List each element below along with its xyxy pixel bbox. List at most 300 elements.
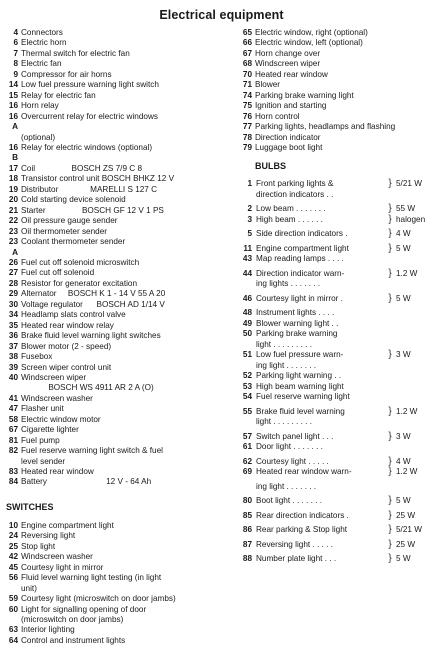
item-label: Fluid level warning light testing (in light — [21, 573, 162, 583]
item-label: Cold starting device solenoid — [21, 195, 126, 205]
item-number: 47 — [8, 404, 18, 414]
list-item — [4, 404, 230, 414]
list-item — [4, 457, 230, 467]
item-label: Engine compartment light — [21, 520, 114, 530]
item-number: 39 — [8, 362, 18, 372]
bulb-number: 44 — [242, 268, 252, 278]
item-label: Compressor for air horns — [21, 69, 112, 79]
bulb-row — [238, 417, 440, 428]
brace-icon — [384, 190, 396, 201]
bulb-number: 43 — [242, 254, 252, 264]
brace-icon: } — [388, 538, 392, 550]
item-label: Direction indicator — [255, 132, 321, 142]
item-number: 82 — [8, 446, 18, 456]
bulb-label: Instrument lights . . . . — [256, 308, 335, 318]
item-number: 16 A — [8, 111, 18, 132]
item-label: Windscreen washer — [21, 552, 93, 562]
bulb-label: Courtesy light in mirror . — [256, 293, 343, 303]
item-number: 63 — [8, 625, 18, 635]
item-label: Low fuel pressure warning light switch — [21, 80, 159, 90]
brace-icon — [384, 442, 396, 453]
item-number: 66 — [242, 38, 252, 48]
bulb-row — [238, 229, 440, 240]
item-label: Headlamp slats control valve — [21, 310, 126, 320]
item-label: Fuel cut off solenoid — [21, 268, 95, 278]
item-label: Fuel cut off solenoid microswitch — [21, 257, 140, 267]
switch-item — [4, 584, 230, 594]
item-number: 36 — [8, 331, 18, 341]
list-item — [4, 70, 230, 80]
brace-icon — [384, 254, 396, 265]
item-label: Electric horn — [21, 38, 67, 48]
bulb-row — [238, 467, 440, 478]
list-item — [4, 59, 230, 69]
bulb-label: Blower warning light . . — [256, 318, 339, 328]
bulb-row — [238, 294, 440, 305]
bulb-wattage — [396, 308, 440, 319]
item-label: Battery 12 V - 64 Ah — [21, 477, 152, 487]
item-number: 40 — [8, 372, 18, 382]
item-number: 84 — [8, 477, 18, 487]
item-number: 27 — [8, 268, 18, 278]
bulb-wattage: 4 W — [396, 456, 411, 466]
item-label: Reversing light — [21, 531, 76, 541]
list-item — [4, 216, 230, 226]
bulb-label: light . . . . . . . . . — [256, 339, 312, 349]
item-label: Transistor control unit BOSCH BHKZ 12 V — [21, 174, 175, 184]
brace-icon — [384, 482, 396, 493]
switch-item — [4, 636, 230, 646]
bulb-row — [238, 457, 440, 468]
list-item — [4, 206, 230, 216]
bulb-label: Heated rear window warn- — [256, 467, 352, 477]
bulb-label: Low fuel pressure warn- — [256, 350, 344, 360]
list-item — [4, 352, 230, 362]
bulb-label: Low beam . . . . . . . — [256, 204, 326, 214]
bulb-wattage — [396, 319, 440, 330]
bulb-number: 53 — [242, 381, 252, 391]
switch-item — [4, 615, 230, 625]
bulb-row — [238, 432, 440, 443]
item-label: BOSCH WS 4911 AR 2 A (O) — [21, 383, 154, 393]
list-item — [4, 425, 230, 435]
list-item — [4, 467, 230, 477]
item-number: 10 — [8, 520, 18, 530]
bulb-wattage: 25 W — [396, 510, 416, 520]
item-label: Horn control — [255, 111, 300, 121]
page-title: Electrical equipment — [159, 8, 284, 22]
bulb-label: Engine compartment light — [256, 243, 349, 253]
item-label: Electric fan — [21, 59, 62, 69]
brace-icon: } — [388, 267, 392, 279]
item-number: 20 — [8, 195, 18, 205]
list-item — [4, 446, 230, 456]
bulb-label: Brake fluid level warning — [256, 406, 345, 416]
item-label: Alternator BOSCH K 1 - 14 V 55 A 20 — [21, 289, 166, 299]
brace-icon: } — [388, 455, 392, 467]
bulb-wattage — [396, 340, 440, 351]
item-number: 26 — [8, 257, 18, 267]
bulb-wattage — [396, 329, 440, 340]
left-column — [4, 28, 230, 646]
brace-icon — [384, 279, 396, 290]
equipment-list — [4, 28, 230, 488]
bulb-wattage: 1.2 W — [396, 406, 418, 416]
bulb-row — [238, 329, 440, 340]
bulb-label: Direction indicator warn- — [256, 268, 345, 278]
list-item — [4, 80, 230, 90]
list-item — [4, 133, 230, 143]
item-number: 24 — [8, 531, 18, 541]
bulb-row — [238, 371, 440, 382]
bulb-number: 61 — [242, 442, 252, 452]
brace-icon: } — [388, 405, 392, 417]
right-column — [238, 28, 440, 565]
list-item — [4, 258, 230, 268]
brace-icon — [384, 371, 396, 382]
item-number: 79 — [242, 142, 252, 152]
brace-icon: } — [388, 495, 392, 507]
bulb-label: Front parking lights & — [256, 179, 334, 189]
list-item — [4, 91, 230, 101]
bulb-label: Side direction indicators . — [256, 229, 348, 239]
bulb-wattage: halogen — [396, 214, 426, 224]
bulb-label: Parking brake warning — [256, 329, 338, 339]
list-item — [4, 373, 230, 383]
item-number: 71 — [242, 80, 252, 90]
switch-item — [4, 605, 230, 615]
item-number: 77 — [242, 122, 252, 132]
bulb-wattage: 3 W — [396, 431, 411, 441]
bulb-number: 87 — [242, 539, 252, 549]
item-label: Parking brake warning light — [255, 90, 354, 100]
bulb-number: 50 — [242, 329, 252, 339]
item-number: 37 — [8, 341, 18, 351]
list-item — [4, 300, 230, 310]
item-number: 81 — [8, 435, 18, 445]
list-item — [4, 331, 230, 341]
switch-item — [4, 552, 230, 562]
bulb-row — [238, 382, 440, 393]
bulb-wattage: 25 W — [396, 539, 416, 549]
bulb-wattage: 1.2 W — [396, 268, 418, 278]
list-item — [238, 101, 440, 111]
item-number: 38 — [8, 352, 18, 362]
list-item — [238, 112, 440, 122]
bulb-row — [238, 340, 440, 351]
brace-icon: } — [388, 466, 392, 478]
bulb-row — [238, 540, 440, 551]
bulb-number: 2 — [247, 204, 252, 214]
bulb-label: Switch panel light . . . — [256, 431, 334, 441]
bulb-label: Rear direction indicators . — [256, 510, 349, 520]
list-item — [4, 415, 230, 425]
item-number: 45 — [8, 562, 18, 572]
bulb-row — [238, 442, 440, 453]
item-label: Luggage boot light — [255, 142, 323, 152]
item-number: 42 — [8, 552, 18, 562]
item-number: 18 — [8, 174, 18, 184]
list-item — [4, 227, 230, 237]
bulb-row — [238, 511, 440, 522]
bulb-number: 80 — [242, 496, 252, 506]
item-number: 65 — [242, 28, 252, 37]
bulb-row — [238, 269, 440, 280]
item-number: 23 — [8, 226, 18, 236]
bulb-label: ing light . . . . . . . — [256, 360, 317, 370]
brace-icon: } — [388, 228, 392, 240]
bulb-number: 54 — [242, 392, 252, 402]
bulb-wattage — [396, 361, 440, 372]
brace-icon: } — [388, 509, 392, 521]
brace-icon: } — [388, 553, 392, 565]
bulb-row — [238, 254, 440, 265]
bulb-number: 1 — [247, 179, 252, 189]
bulb-label: Number plate light . . . — [256, 554, 337, 564]
bulb-row — [238, 204, 440, 215]
bulb-number: 62 — [242, 456, 252, 466]
brace-icon: } — [388, 203, 392, 215]
item-number: 75 — [242, 101, 252, 111]
bulb-wattage — [396, 442, 440, 453]
list-item — [4, 321, 230, 331]
list-item — [4, 28, 230, 38]
item-number: 16 — [8, 101, 18, 111]
item-number: 30 — [8, 299, 18, 309]
switch-item — [4, 531, 230, 541]
bulb-number: 69 — [242, 467, 252, 477]
item-label: Oil thermometer sender — [21, 226, 108, 236]
bulb-row — [238, 308, 440, 319]
bulb-row — [238, 482, 440, 493]
item-number: 7 — [13, 48, 18, 58]
item-label: Courtesy light (microswitch on door jambs) — [21, 594, 176, 604]
bulb-row — [238, 279, 440, 290]
bulb-label: direction indicators . . — [256, 189, 334, 199]
item-number: 28 — [8, 278, 18, 288]
item-number: 68 — [242, 59, 252, 69]
item-number: 8 — [13, 59, 18, 69]
brace-icon: } — [388, 524, 392, 536]
item-label: Thermal switch for electric fan — [21, 48, 130, 58]
list-item — [4, 363, 230, 373]
bulb-wattage: 5 W — [396, 243, 411, 253]
item-label: Connectors — [21, 28, 63, 37]
item-label: Fusebox — [21, 352, 53, 362]
list-item — [4, 477, 230, 487]
list-item — [4, 310, 230, 320]
list-item — [238, 49, 440, 59]
bulb-label: High beam . . . . . . — [256, 214, 323, 224]
item-label: Flasher unit — [21, 404, 64, 414]
brace-icon — [384, 382, 396, 393]
list-item — [4, 289, 230, 299]
bulb-row — [238, 215, 440, 226]
item-label: Horn relay — [21, 101, 59, 111]
item-label: Relay for electric windows (optional) — [21, 142, 153, 152]
bulb-label: Door light . . . . . . . — [256, 442, 323, 452]
bulb-wattage: 5 W — [396, 496, 411, 506]
item-label: Windscreen wiper — [255, 59, 321, 69]
bulb-wattage — [396, 417, 440, 428]
bulb-wattage — [396, 371, 440, 382]
bulb-label: Parking light warning . . — [256, 371, 342, 381]
list-item — [238, 143, 440, 153]
brace-icon — [384, 361, 396, 372]
item-number: 9 — [13, 69, 18, 79]
bulb-wattage: 5 W — [396, 293, 411, 303]
item-number: 60 — [8, 604, 18, 614]
bulb-row — [238, 407, 440, 418]
list-item — [4, 174, 230, 184]
item-number: 64 — [8, 635, 18, 645]
item-number: 76 — [242, 111, 252, 121]
item-number: 35 — [8, 320, 18, 330]
item-label: Horn change over — [255, 48, 321, 58]
item-label: Voltage regulator BOSCH AD 1/14 V — [21, 299, 165, 309]
list-item — [4, 38, 230, 48]
item-label: Control and instrument lights — [21, 635, 126, 645]
item-label: Heated rear window — [21, 467, 94, 477]
bulb-label: Boot light . . . . . . . — [256, 496, 322, 506]
brace-icon — [384, 319, 396, 330]
list-item — [4, 195, 230, 205]
item-number: 41 — [8, 393, 18, 403]
list-item — [4, 279, 230, 289]
brace-icon — [384, 329, 396, 340]
item-number: 67 — [242, 48, 252, 58]
bulb-wattage: 5/21 W — [396, 179, 422, 189]
bulb-row — [238, 319, 440, 330]
list-item — [4, 237, 230, 258]
item-label: Electric window, right (optional) — [255, 28, 368, 37]
bulb-wattage — [396, 190, 440, 201]
bulb-wattage: 5 W — [396, 554, 411, 564]
bulb-wattage: 3 W — [396, 350, 411, 360]
bulb-number: 51 — [242, 350, 252, 360]
list-item — [4, 101, 230, 111]
bulb-number: 86 — [242, 525, 252, 535]
list-item — [238, 28, 440, 38]
item-number: 15 — [8, 90, 18, 100]
bulb-row — [238, 525, 440, 536]
bulb-label: Courtesy light . . . . . — [256, 456, 329, 466]
list-item — [4, 394, 230, 404]
item-number: 23 A — [8, 237, 18, 257]
switch-item — [4, 563, 230, 573]
item-number: 22 — [8, 216, 18, 226]
item-label: Overcurrent relay for electric windows — [21, 111, 158, 121]
brace-icon: } — [388, 292, 392, 304]
list-item — [238, 70, 440, 80]
brace-icon: } — [388, 213, 392, 225]
bulb-label: Map reading lamps . . . . — [256, 254, 344, 264]
bulb-row — [238, 244, 440, 255]
equipment-list-continued — [238, 28, 440, 153]
list-item — [238, 91, 440, 101]
item-label: unit) — [21, 583, 37, 593]
item-label: Distributor MARELLI S 127 C — [21, 184, 158, 194]
list-item — [4, 185, 230, 195]
brace-icon: } — [388, 242, 392, 254]
item-label: Light for signalling opening of door — [21, 604, 147, 614]
item-label: Windscreen washer — [21, 393, 93, 403]
bulb-wattage — [396, 279, 440, 290]
bulb-wattage: 4 W — [396, 229, 411, 239]
item-label: Coolant thermometer sender — [21, 237, 126, 247]
bulb-row — [238, 190, 440, 201]
switch-item — [4, 542, 230, 552]
item-label: (microswitch on door jambs) — [21, 615, 124, 625]
item-label: Windscreen wiper — [21, 372, 87, 382]
list-item — [238, 59, 440, 69]
list-item — [238, 133, 440, 143]
switch-item — [4, 573, 230, 583]
bulb-number: 57 — [242, 431, 252, 441]
switch-item — [4, 625, 230, 635]
bulb-number: 52 — [242, 371, 252, 381]
bulb-row — [238, 554, 440, 565]
item-number: 19 — [8, 184, 18, 194]
item-number: 78 — [242, 132, 252, 142]
item-label: Parking lights, headlamps and flashing — [255, 122, 396, 132]
switches-list — [4, 521, 230, 646]
list-item — [4, 342, 230, 352]
item-label: Screen wiper control unit — [21, 362, 112, 372]
list-item — [238, 38, 440, 48]
bulb-wattage — [396, 382, 440, 393]
bulb-label: ing light . . . . . . . — [256, 481, 317, 491]
item-label: Courtesy light in mirror — [21, 562, 104, 572]
bulb-row — [238, 392, 440, 403]
item-label: Coil BOSCH ZS 7/9 C 8 — [21, 163, 143, 173]
bulb-number: 55 — [242, 406, 252, 416]
bulb-number: 88 — [242, 554, 252, 564]
item-number: 25 — [8, 541, 18, 551]
bulb-wattage: 5/21 W — [396, 525, 422, 535]
bulb-label: High beam warning light — [256, 381, 344, 391]
item-label: Electric window motor — [21, 414, 101, 424]
bulb-wattage — [396, 482, 440, 493]
item-label: Fuel pump — [21, 435, 60, 445]
brace-icon — [384, 392, 396, 403]
brace-icon: } — [388, 349, 392, 361]
item-label: Ignition and starting — [255, 101, 327, 111]
bulb-number: 48 — [242, 308, 252, 318]
item-label: Blower motor (2 - speed) — [21, 341, 112, 351]
item-number: 74 — [242, 90, 252, 100]
bulb-row — [238, 496, 440, 507]
item-number: 6 — [13, 38, 18, 48]
bulb-row — [238, 179, 440, 190]
bulb-wattage: 1.2 W — [396, 467, 418, 477]
item-label: Heated rear window — [255, 69, 328, 79]
list-item — [4, 164, 230, 174]
item-number: 4 — [13, 28, 18, 37]
item-label: Starter BOSCH GF 12 V 1 PS — [21, 205, 164, 215]
item-label: Relay for electric fan — [21, 90, 96, 100]
bulb-wattage — [396, 254, 440, 265]
bulb-number: 5 — [247, 229, 252, 239]
item-label: Oil pressure gauge sender — [21, 216, 118, 226]
list-item — [4, 49, 230, 59]
item-label: Resistor for generator excitation — [21, 278, 138, 288]
bulb-row — [238, 350, 440, 361]
bulb-wattage: 55 W — [396, 204, 416, 214]
item-number: 21 — [8, 205, 18, 215]
bulb-number: 49 — [242, 318, 252, 328]
bulb-label: light . . . . . . . . . — [256, 417, 312, 427]
